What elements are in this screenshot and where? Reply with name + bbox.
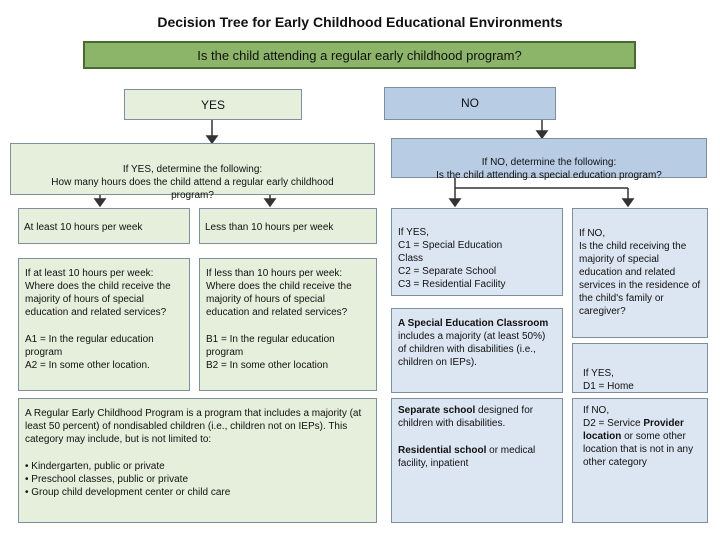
a-question: If at least 10 hours per week: Where does the child receive the majority of hours of special education and related services? [25, 268, 171, 318]
a-codes: A1 = In the regular education program A2 = In some other location. [25, 334, 154, 371]
d2-head: If NO, D2 = Service [583, 405, 641, 429]
definition-item: • Kindergarten, public or private [25, 461, 165, 472]
yes-label: YES [200, 98, 225, 112]
option-b-text: Less than 10 hours per week [205, 222, 334, 233]
a-detail-box [18, 258, 190, 391]
b-question: If less than 10 hours per week: Where does the child receive the majority of hours of special education and related services? [206, 268, 352, 318]
no-intro-text: If NO, determine the following: Is the child attending a special education program? [436, 157, 662, 181]
residential-rest: or medical facility, inpatient [398, 445, 536, 469]
option-a-text: At least 10 hours per week [24, 222, 143, 233]
definition-item: • Group child development center or child care [25, 487, 231, 498]
yes-intro-text: If YES, determine the following: How many hours does the child attend a regular early childhood program? [51, 164, 334, 201]
d2-rest: or some other location that is not in any other category [583, 431, 694, 468]
definition-item: • Preschool classes, public or private [25, 474, 189, 485]
yes-intro-box [10, 143, 375, 201]
no-label: NO [461, 96, 479, 110]
option-b-box [199, 208, 377, 244]
b-detail-box [199, 258, 377, 391]
c-codes-box [391, 208, 563, 296]
d-question: If NO, Is the child receiving the majority of special education and related services in the residence of the child's family or caregiver? [579, 228, 701, 317]
yes-box [124, 89, 302, 120]
separate-bold: Separate school [398, 405, 476, 416]
separate-text [398, 404, 556, 430]
sec-class-bold: A Special Education Classroom [398, 318, 549, 329]
d1-text: If YES, D1 = Home [583, 368, 634, 392]
definition-intro: A Regular Early Childhood Program is a program that includes a majority (at least 50 percent) of nondisabled children (i.e., children not on IEPs). This category may include, but is not limited to: [25, 408, 362, 445]
separate-box [391, 398, 563, 523]
sec-class-box [391, 308, 563, 393]
no-intro-box [391, 138, 707, 181]
d2-box [572, 398, 708, 523]
residential-bold: Residential school [398, 445, 487, 456]
sec-class-rest: includes a majority (at least 50%) of children with disabilities (i.e., children on IEPs). [398, 331, 546, 368]
no-box [384, 87, 556, 120]
d-question-box [572, 208, 708, 338]
residential-text [398, 444, 556, 470]
main-question [83, 41, 636, 69]
b-codes: B1 = In the regular education program B2 = In some other location [206, 334, 335, 371]
definition-box [18, 398, 377, 523]
definition-list [25, 460, 370, 499]
main-question-text: Is the child attending a regular early childhood program? [197, 48, 522, 63]
option-a-box [18, 208, 190, 244]
d1-box [572, 343, 708, 393]
d2-bold: Provider location [583, 418, 684, 442]
separate-rest: designed for children with disabilities. [398, 405, 534, 429]
c-codes: If YES, C1 = Special Education Class C2 = Separate School C3 = Residential Facility [398, 227, 506, 290]
page-title: Decision Tree for Early Childhood Educational Environments [157, 14, 563, 30]
